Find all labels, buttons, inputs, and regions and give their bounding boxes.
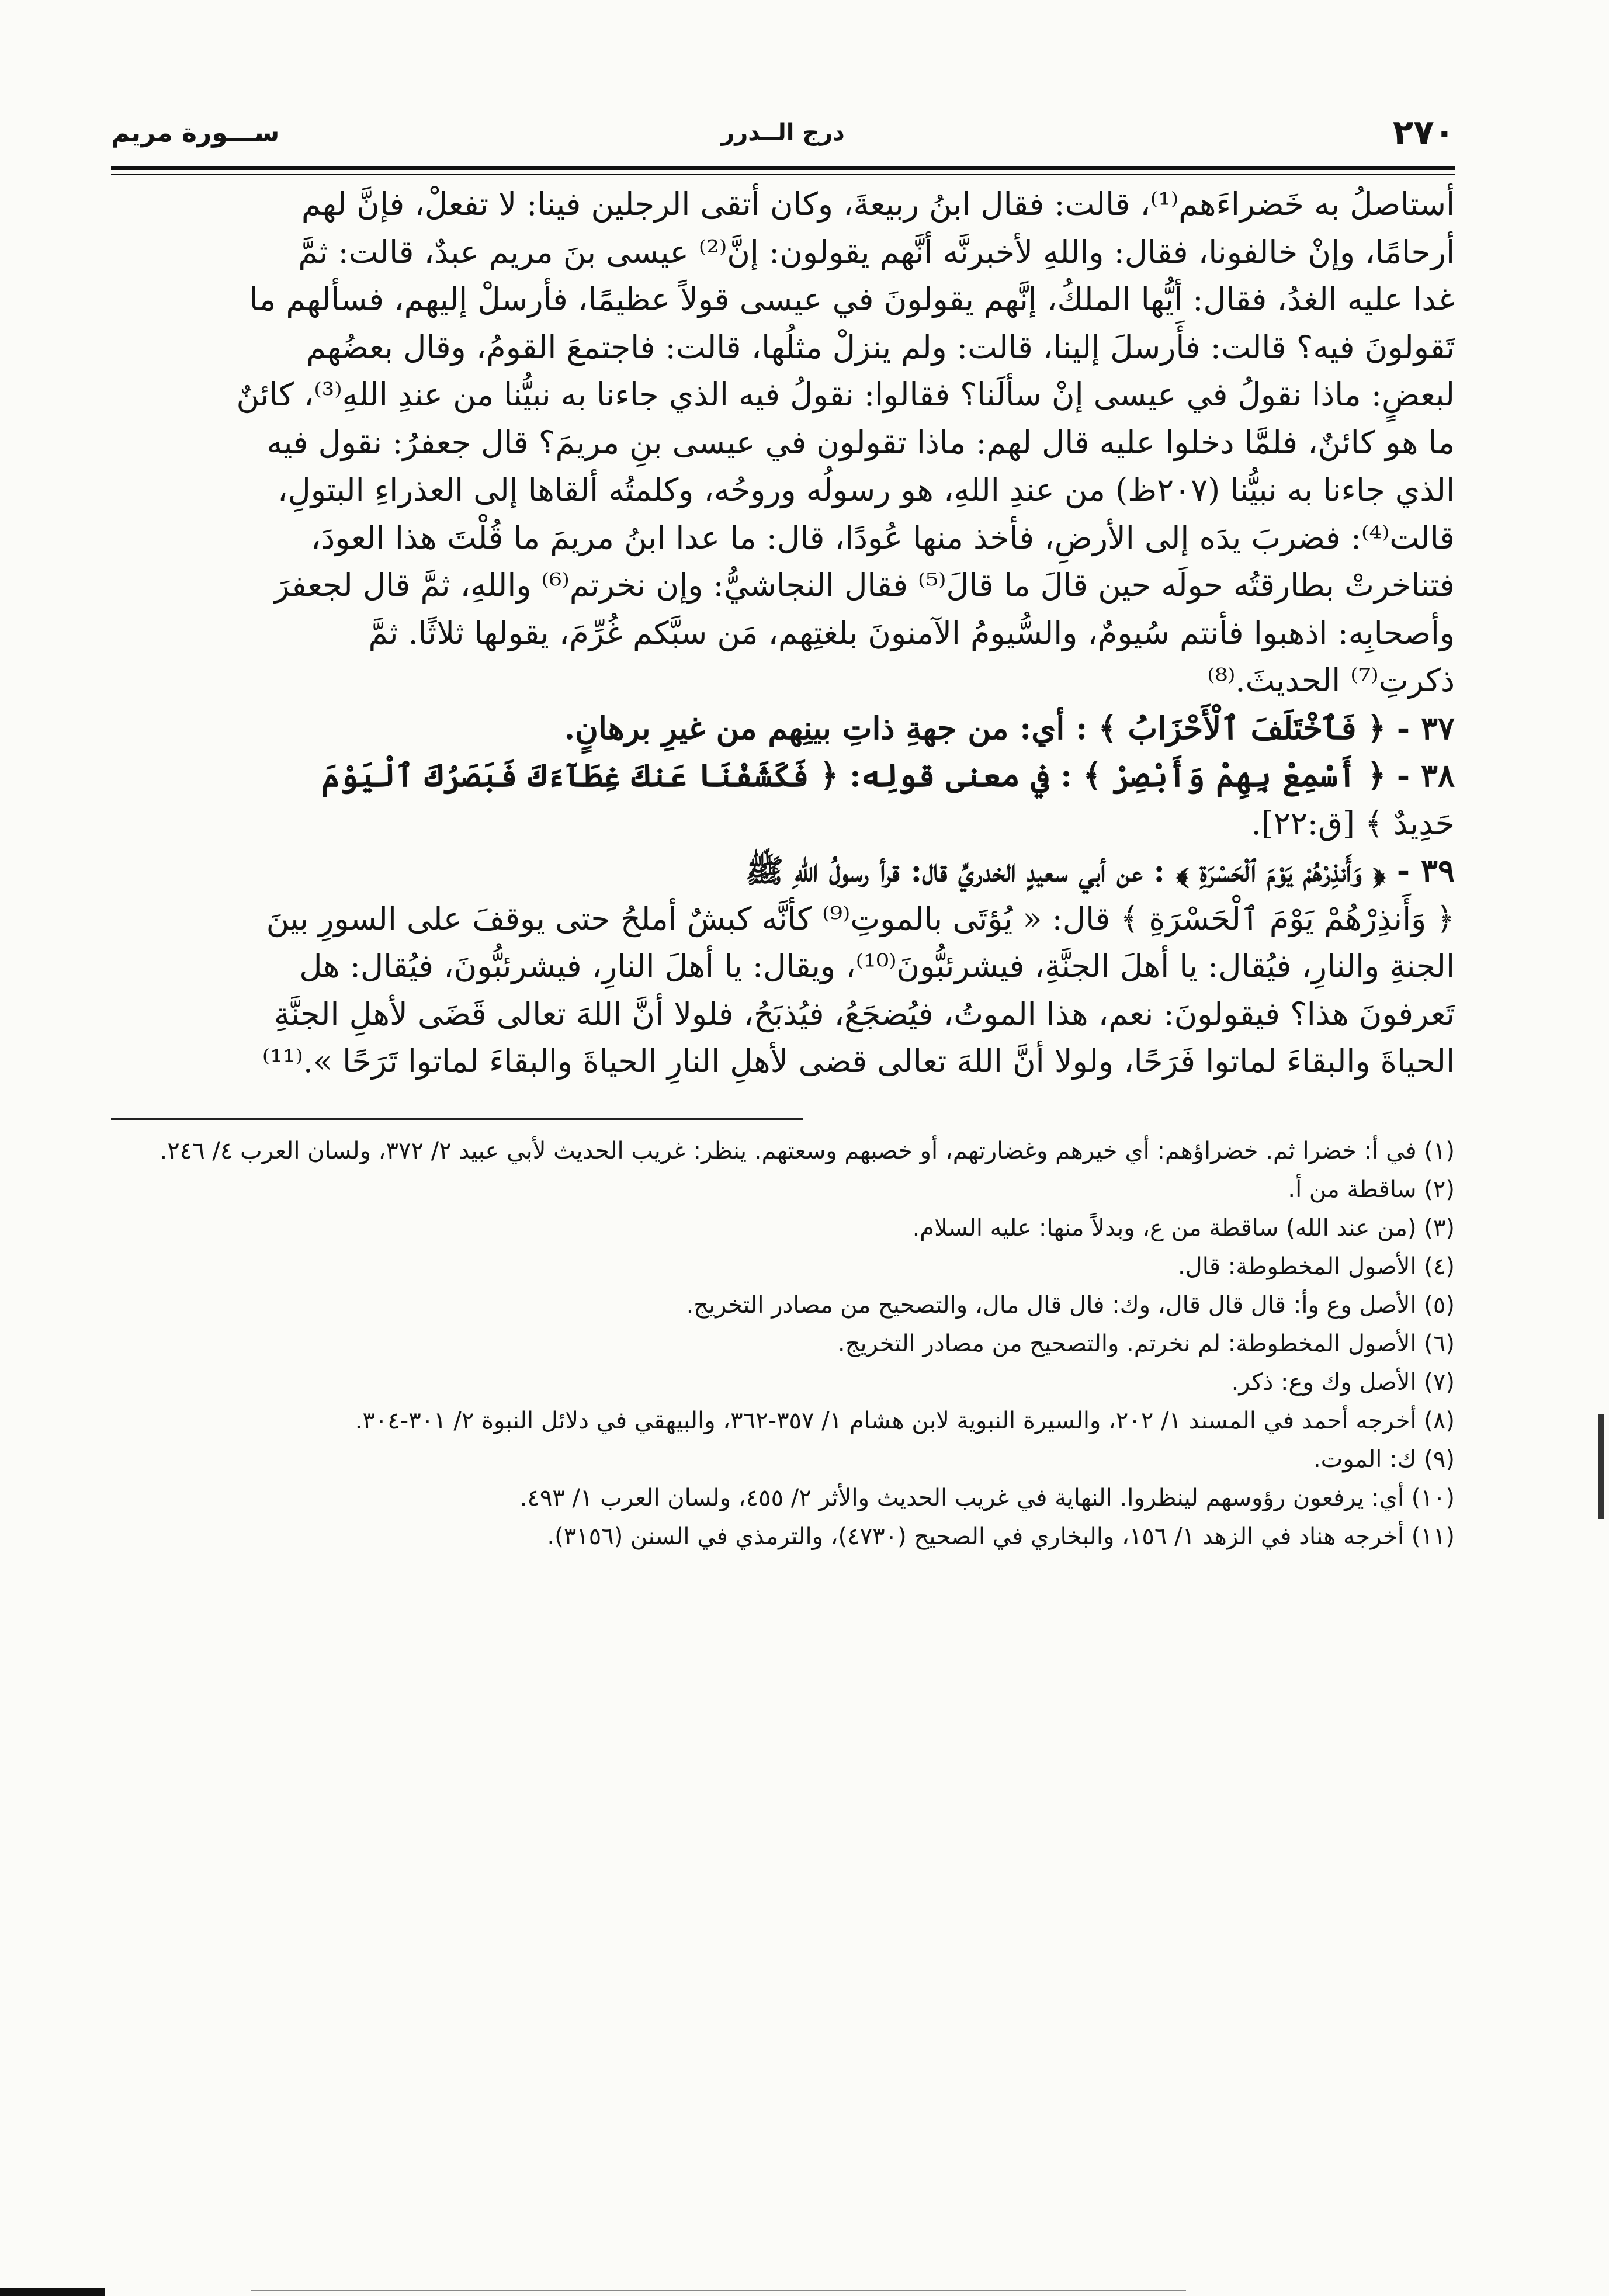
text-line: حَدِيدٌ ﴾ [ق:٢٢]. xyxy=(1251,804,1455,842)
page-number: ٢٧٠ xyxy=(1392,112,1455,152)
footnote-8: (٨) أخرجه أحمد في المسند ١/ ٢٠٢، والسيرة النبوية لابن هشام ١/ ٣٥٧-٣٦٢، والبيهقي في دلائل النبوة ٢/ ٣٠١-٣٠٤. xyxy=(355,1407,1455,1434)
text-line: ﴿ وَأَنذِرْهُمْ يَوْمَ ٱلْحَسْرَةِ ﴾ قال: « يُؤتَى بالموتِ⁽⁹⁾ كأنَّه كبشٌ أملحُ حتى يوقفَ على السورِ بينَ xyxy=(266,900,1455,937)
text-line: فتناخرتْ بطارقتُه حولَه حين قالَ ما قالَ⁽⁵⁾ فقال النجاشيُّ: وإن نخرتم⁽⁶⁾ واللهِ، ثمَّ قال لجعفرَ xyxy=(274,567,1455,604)
scan-bottom-marks xyxy=(0,2284,1609,2296)
scan-edge-mark xyxy=(1598,1414,1604,1519)
footnote-3: (٣) (من عند الله) ساقطة من ع، وبدلاً منها: عليه السلام. xyxy=(912,1214,1455,1241)
footnote-4: (٤) الأصول المخطوطة: قال. xyxy=(1177,1253,1455,1280)
text-line: غدا عليه الغدُ، فقال: أيُّها الملكُ، إنَّهم يقولونَ في عيسى قولاً عظيمًا، فأرسلْ إليهم، فسألهم ما xyxy=(249,281,1455,318)
verse-38-line: ٣٨ - ﴿ أَسْمِعْ بِهِمْ وَأَبْصِرْ ﴾ : في معنى قولِه: ﴿ فَكَشَفْنَا عَنكَ غِطَآءَكَ فَبَصَرُكَ ٱلْيَوْمَ xyxy=(321,757,1455,794)
main-text xyxy=(111,181,1455,1085)
page-header xyxy=(111,111,1455,164)
header-rule-thin xyxy=(111,174,1455,175)
text-line: قالت⁽⁴⁾: فضربَ يدَه إلى الأرضِ، فأخذ منها عُودًا، قال: ما عدا ابنُ مريمَ ما قُلْتَ هذا العودَ، xyxy=(310,519,1455,556)
text-line: الذي جاءنا به نبيُّنا (٢٠٧ظ) من عندِ اللهِ، هو رسولُه وروحُه، وكلمتُه ألقاها إلى العذراءِ البتولِ، xyxy=(278,471,1455,508)
text-line: ذكرتِ⁽⁷⁾ الحديثَ.⁽⁸⁾ xyxy=(1207,662,1455,699)
text-line: أستاصلُ به خَضراءَهم⁽¹⁾، قالت: فقال ابنُ ربيعةَ، وكان أتقى الرجلين فينا: لا تفعلْ، فإنَّ لهم xyxy=(301,186,1455,223)
verse-37-line: ٣٧ - ﴿ فَٱخْتَلَفَ ٱلْأَحْزَابُ ﴾ : أي: من جهةِ ذاتِ بينِهم من غيرِ برهانٍ. xyxy=(564,709,1455,747)
footnote-1: (١) في أ: خضرا ثم. خضراؤهم: أي خيرهم وغضارتهم، أو خصبهم وسعتهم. ينظر: غريب الحديث لأبي عبيد ٢/ ٣٧٢، ولسان العرب ٤/ ٢٤٦. xyxy=(159,1137,1455,1164)
text-line: أرحامًا، وإنْ خالفونا، فقال: واللهِ لأخبرنَّه أنَّهم يقولون: إنَّ⁽²⁾ عيسى بنَ مريم عبدٌ، قالت: ثمَّ xyxy=(298,233,1455,270)
text-line: ما هو كائنٌ، فلمَّا دخلوا عليه قال لهم: ماذا تقولون في عيسى بنِ مريمَ؟ قال جعفرُ: نقول فيه xyxy=(266,424,1455,461)
header-rule-thick xyxy=(111,166,1455,170)
footnote-5: (٥) الأصل وع وأ: قال قال قال، وك: فال قال مال، والتصحيح من مصادر التخريج. xyxy=(686,1291,1455,1319)
text-line: وأصحابِه: اذهبوا فأنتم سُيومٌ، والسُّيومُ الآمنونَ بلغتِهم، مَن سبَّكم غُرِّمَ، يقولها ثلاثًا. ثمَّ xyxy=(368,614,1455,651)
text-line: تَقولونَ فيه؟ قالت: فأَرسلَ إلينا، قالت: ولم ينزلْ مثلُها، قالت: فاجتمعَ القومُ، وقال بعضُهم xyxy=(306,328,1455,366)
footnote-10: (١٠) أي: يرفعون رؤوسهم لينظروا. النهاية في غريب الحديث والأثر ٢/ ٤٥٥، ولسان العرب ١/ ٤٩٣. xyxy=(519,1484,1455,1511)
text-line: الجنةِ والنارِ، فيُقال: يا أهلَ الجنَّةِ، فيشرئبُّونَ⁽¹⁰⁾، ويقال: يا أهلَ النارِ، فيشرئبُّونَ، فيُقال: هل xyxy=(299,948,1455,984)
footnote-6: (٦) الأصول المخطوطة: لم نخرتم. والتصحيح من مصادر التخريج. xyxy=(837,1330,1455,1357)
book-title: درج الــدرر xyxy=(721,119,845,146)
footnote-11: (١١) أخرجه هناد في الزهد ١/ ١٥٦، والبخاري في الصحيح (٤٧٣٠)، والترمذي في السنن (٣١٥٦). xyxy=(547,1522,1455,1550)
footnote-7: (٧) الأصل وك وع: ذكر. xyxy=(1231,1368,1455,1396)
text-line: لبعضٍ: ماذا نقولُ في عيسى إنْ سألَنا؟ فقالوا: نقولُ فيه الذي جاءنا به نبيُّنا من عندِ اللهِ⁽³⁾، كائنٌ xyxy=(236,376,1455,413)
text-line: الحياةَ والبقاءَ لماتوا فَرَحًا، ولولا أنَّ اللهَ تعالى قضى لأهلِ النارِ الحياةَ والبقاءَ لماتوا تَرَحًا ».⁽¹¹⁾ xyxy=(262,1043,1455,1080)
verse-39-line: ٣٩ - ﴿ وَأَنذِرْهُمْ يَوْمَ ٱلْحَسْرَةِ ﴾ : عن أبي سعيدٍ الخدريِّ قال: قرأ رسولُ اللهِ ﷺ xyxy=(745,852,1455,889)
footnote-9: (٩) ك: الموت. xyxy=(1313,1445,1455,1473)
footnotes xyxy=(111,1132,1455,1556)
footnote-2: (٢) ساقطة من أ. xyxy=(1288,1175,1455,1203)
book-page xyxy=(111,111,1455,1556)
footnote-separator xyxy=(111,1118,1455,1120)
text-line: تَعرفونَ هذا؟ فيقولونَ: نعم، هذا الموتُ، فيُضجَعُ، فيُذبَحُ، فلولا أنَّ اللهَ تعالى قَضَى لأهلِ الجنَّةِ xyxy=(273,995,1455,1032)
surah-title: ســـورة مريم xyxy=(111,118,280,148)
